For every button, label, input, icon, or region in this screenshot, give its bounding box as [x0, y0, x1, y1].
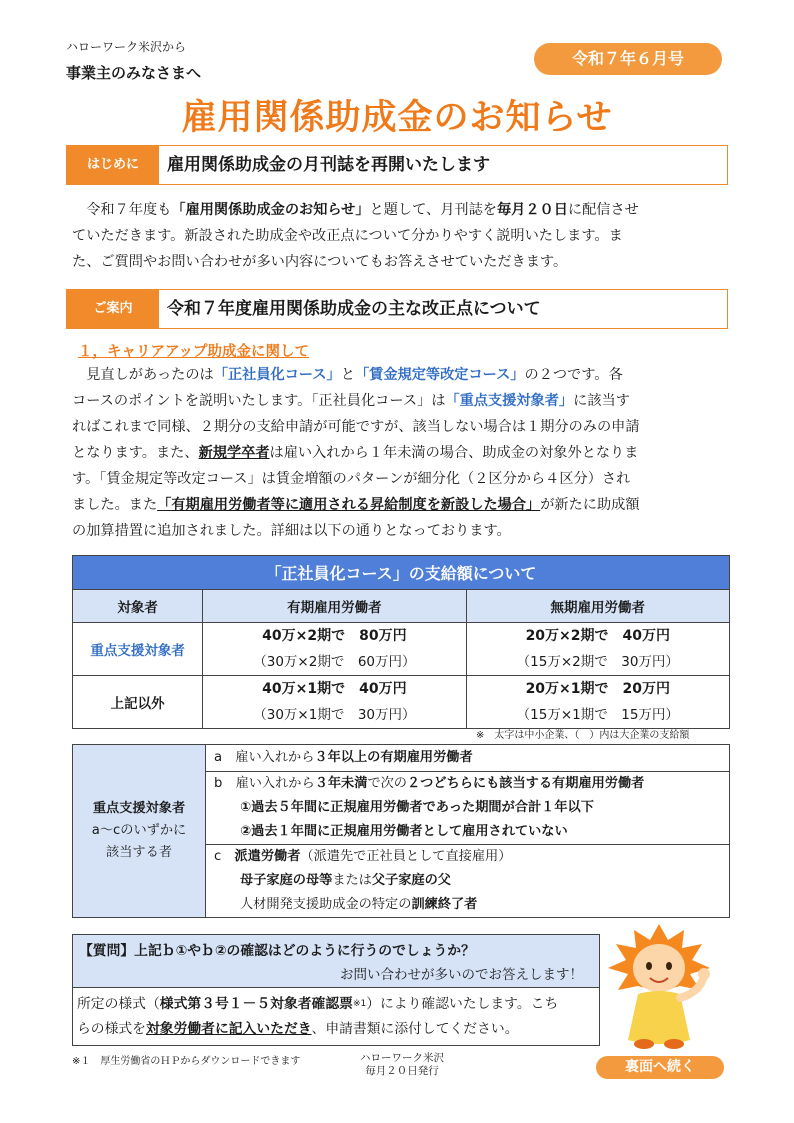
amount-table — [72, 555, 730, 729]
amount-cell — [466, 676, 729, 729]
column-header-indefinite: 無期雇用労働者 — [466, 590, 729, 623]
qa-header — [73, 935, 599, 988]
condition-2: ②過去１年間に正規雇用労働者として雇用されていない — [240, 824, 568, 839]
intro-line: ていただきます。新設された助成金や改正点について分かりやすく説明いたします。ま — [72, 228, 623, 244]
continued-badge: 裏面へ続く — [596, 1056, 724, 1079]
row-bold: 父子家庭の父 — [371, 873, 451, 888]
priority-target-label — [73, 745, 206, 918]
row-text: 雇い入れから — [235, 750, 315, 765]
qa-answer — [77, 992, 593, 1042]
table-row — [73, 623, 730, 676]
amount-main: 20万×2期で 40万円 — [525, 628, 670, 644]
guide-text: は雇い入れから１年未満の場合、助成金の対象外となりま — [269, 445, 639, 461]
intro-section-header — [66, 145, 728, 185]
target-row-a — [206, 745, 730, 772]
guide-text: の２つです。各 — [524, 367, 623, 383]
target-row-c — [206, 845, 730, 918]
intro-text: と題して、月刊誌を — [369, 202, 497, 218]
condition-1: ①過去５年間に正規雇用労働者であった期間が合計１年以下 — [240, 800, 594, 815]
row-bold: ２つどちらにも該当する有期雇用労働者 — [407, 776, 645, 791]
form-name: 様式第３号１－５対象者確認票 — [159, 996, 353, 1012]
guide-text: コースのポイントを説明いたします。「正社員化コース」は — [72, 393, 446, 409]
mascot-hand — [698, 968, 710, 980]
amount-table-title: 「正社員化コース」の支給額について — [73, 556, 730, 590]
new-raise-system-highlight: 「有期雇用労働者等に適用される昇給制度を新設した場合」 — [157, 497, 541, 513]
guide-text: となります。また、 — [72, 445, 199, 461]
guide-tag: ご案内 — [67, 290, 159, 328]
row-label: 重点支援対象者 — [73, 623, 203, 676]
career-up-subheading: １，キャリアアップ助成金に関して — [78, 344, 309, 360]
column-header-fixed-term: 有期雇用労働者 — [203, 590, 466, 623]
intro-paragraph — [72, 197, 722, 275]
guide-line: の加算措置に追加されました。詳細は以下の通りとなっております。 — [72, 523, 511, 539]
mascot-foot-right — [664, 1039, 684, 1049]
intro-text: に配信させ — [567, 202, 639, 218]
intro-line: た、ご質問やお問い合わせが多い内容についてもお答えさせていただきます。 — [72, 254, 568, 270]
footnote-mark: ※1 — [352, 999, 367, 1009]
row-text: 雇い入れから — [235, 776, 315, 791]
course-name-highlight: 「正社員化コース」 — [213, 367, 341, 383]
amount-sub: （30万×2期で 60万円） — [253, 654, 416, 670]
intro-bold-date: 毎月２０日 — [496, 202, 568, 218]
guide-line: す。「賃金規定等改定コース」は賃金増額のパターンが細分化（２区分から４区分）され — [72, 471, 631, 487]
row-text: で次の — [367, 776, 407, 791]
mascot-eye-right — [666, 962, 672, 970]
row-label: 上記以外 — [73, 676, 203, 729]
from-line: ハローワーク米沢から — [66, 40, 187, 54]
mascot-foot-left — [634, 1039, 654, 1049]
page-title: 雇用関係助成金のお知らせ — [181, 98, 613, 138]
publication-schedule: 毎月２０日発行 — [365, 1065, 439, 1077]
amount-sub: （15万×2期で 30万円） — [516, 654, 679, 670]
mascot-eye-left — [646, 962, 652, 970]
qa-subtitle: お問い合わせが多いのでお答えします！ — [340, 967, 583, 983]
priority-target-title: 重点支援対象者 — [92, 801, 186, 816]
row-text: 人材開発支援助成金の特定の — [240, 897, 412, 912]
amount-cell — [203, 623, 466, 676]
addressee-line: 事業主のみなさまへ — [66, 64, 202, 82]
row-bold: 派遣労働者 — [234, 849, 301, 864]
publisher-name: ハローワーク米沢 — [360, 1052, 444, 1064]
row-text: （派遣先で正社員として直接雇用） — [300, 849, 512, 864]
row-mark: b — [214, 776, 223, 791]
table-row — [73, 676, 730, 729]
row-mark: a — [214, 750, 223, 765]
amount-cell — [203, 676, 466, 729]
row-bold: 母子家庭の母等 — [240, 873, 333, 888]
amount-main: 20万×1期で 20万円 — [525, 681, 670, 697]
qa-question: 【質問】上記ｂ①やｂ②の確認はどのように行うのでしょうか？ — [79, 943, 475, 959]
intro-tag: はじめに — [67, 146, 159, 184]
course-name-highlight: 「賃金規定等改定コース」 — [354, 367, 525, 383]
row-bold: ３年未満 — [314, 776, 368, 791]
intro-heading: 雇用関係助成金の月刊誌を再開いたします — [167, 155, 490, 175]
answer-text: 、申請書類に添付してください。 — [311, 1021, 519, 1037]
guide-text: が新たに助成額 — [540, 497, 640, 513]
row-text: または — [332, 873, 372, 888]
amount-sub: （15万×1期で 15万円） — [516, 707, 679, 723]
answer-text: 所定の様式（ — [77, 996, 160, 1012]
guide-heading: 令和７年度雇用関係助成金の主な改正点について — [167, 299, 541, 319]
amount-note: ※ 太字は中小企業、（ ）内は大企業の支給額 — [476, 730, 690, 741]
priority-target-line: 該当する者 — [106, 845, 172, 860]
new-graduate-highlight: 新規学卒者 — [198, 445, 270, 461]
guide-text: に該当す — [573, 393, 630, 409]
publisher — [360, 1052, 444, 1078]
issue-badge: 令和７年６月号 — [534, 43, 722, 75]
amount-main: 40万×1期で 40万円 — [262, 681, 407, 697]
target-row-b — [206, 772, 730, 845]
answer-text: らの様式を — [77, 1021, 146, 1037]
row-bold: ３年以上の有期雇用労働者 — [314, 750, 473, 765]
priority-target-line: a～cのいずかに — [91, 823, 187, 838]
guide-text: と — [340, 367, 355, 383]
footnote: ※１ 厚生労働省のＨＰからダウンロードできます — [72, 1056, 301, 1067]
column-header-target: 対象者 — [73, 590, 203, 623]
intro-text: 令和７年度も — [86, 202, 172, 218]
guide-paragraph — [72, 362, 722, 544]
intro-bold-title: 「雇用関係助成金のお知らせ」 — [171, 202, 370, 218]
priority-target-table — [72, 744, 730, 918]
row-mark: c — [214, 849, 222, 864]
mascot-illustration — [604, 922, 714, 1050]
mascot-face — [633, 944, 685, 992]
guide-line: ればこれまで同様、２期分の支給申請が可能ですが、該当しない場合は１期分のみの申請 — [72, 419, 640, 435]
guide-section-header — [66, 289, 728, 329]
guide-text: 見直しがあったのは — [86, 367, 214, 383]
guide-text: ました。また — [72, 497, 158, 513]
amount-main: 40万×2期で 80万円 — [262, 628, 407, 644]
answer-text: ）により確認いたします。こち — [366, 996, 559, 1012]
row-bold: 訓練終了者 — [411, 897, 478, 912]
priority-target-highlight: 「重点支援対象者」 — [445, 393, 574, 409]
amount-sub: （30万×1期で 30万円） — [253, 707, 416, 723]
amount-cell — [466, 623, 729, 676]
answer-bold: 対象労働者に記入いただき — [145, 1021, 312, 1037]
qa-box — [72, 934, 600, 1046]
